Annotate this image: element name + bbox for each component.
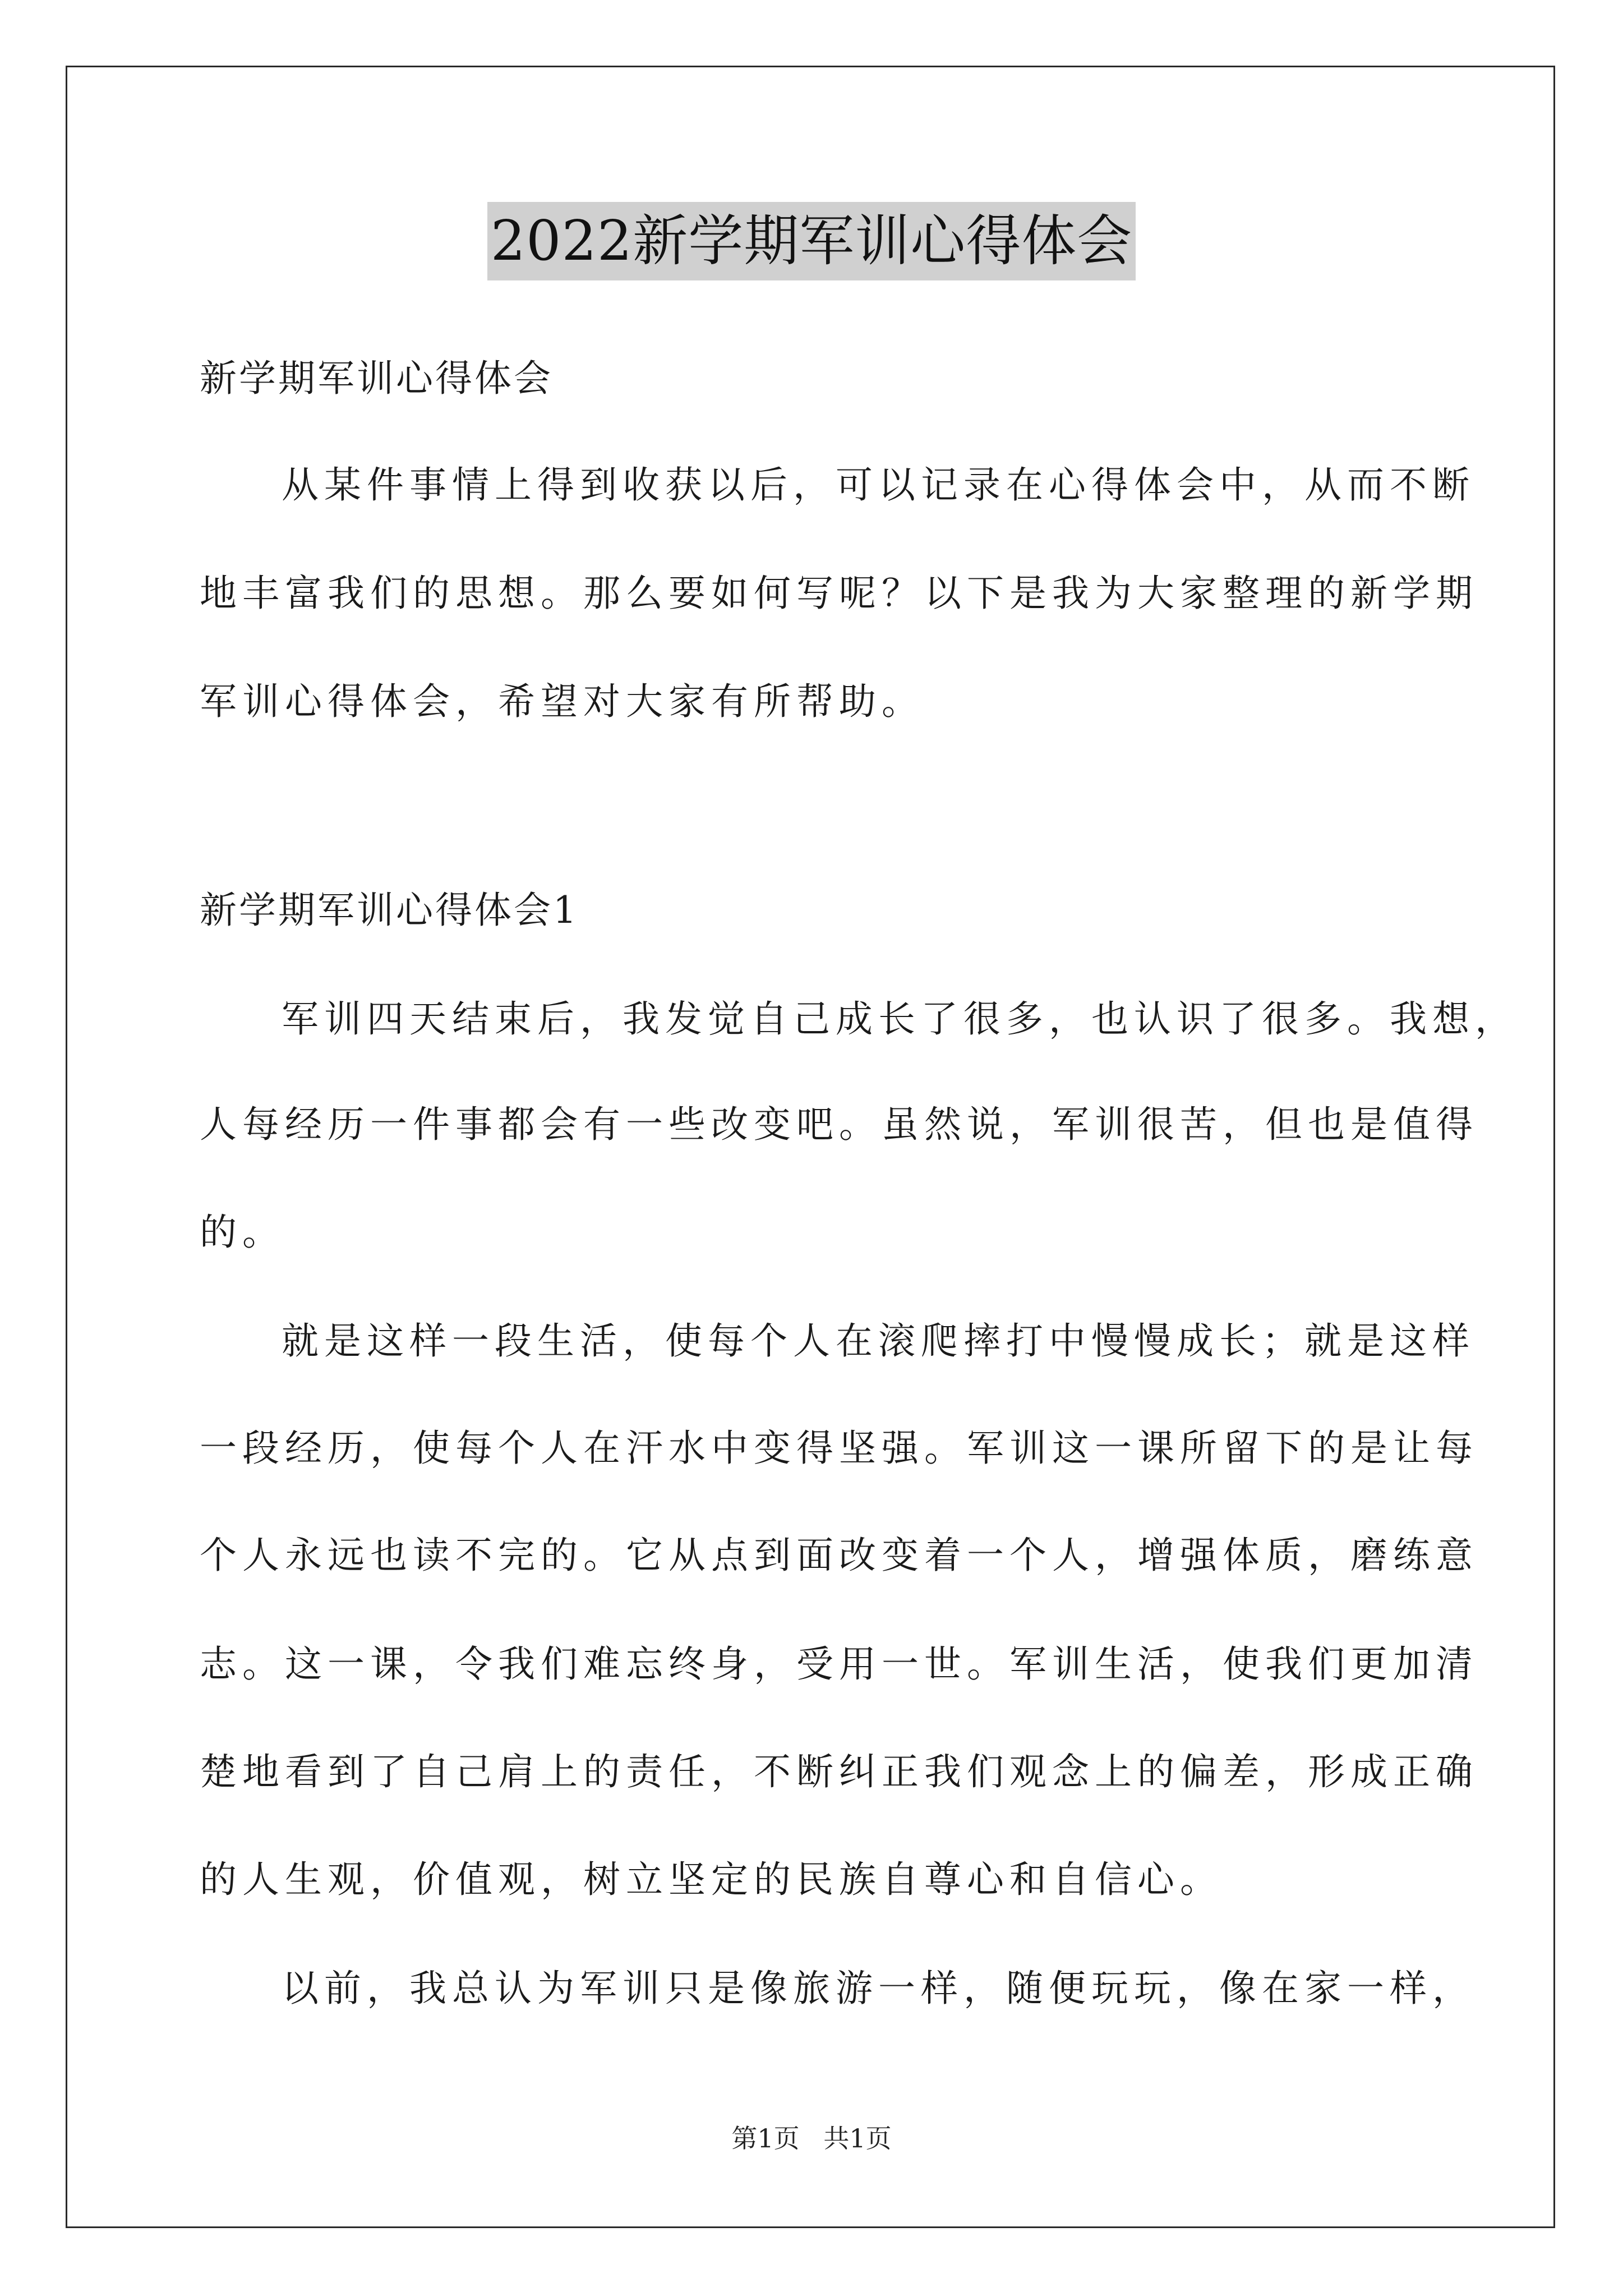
page-total: 共1页 [823,2123,892,2154]
document-title: 2022新学期军训心得体会 [487,202,1136,280]
paragraph-line: 地丰富我们的思想。那么要如何写呢？以下是我为大家整理的新学期 [200,572,1478,615]
paragraph-line: 就是这样一段生活，使每个人在滚爬摔打中慢慢成长；就是这样 [282,1319,1475,1363]
section-heading: 新学期军训心得体会 [200,357,553,400]
paragraph-line: 军训心得体会，希望对大家有所帮助。 [200,680,924,723]
paragraph-line: 的。 [200,1211,285,1254]
page-footer [0,2122,1623,2155]
page-number: 第1页 [731,2123,800,2154]
paragraph-line: 军训四天结束后，我发觉自己成长了很多，也认识了很多。我想， [282,997,1518,1041]
paragraph-line: 一段经历，使每个人在汗水中变得坚强。军训这一课所留下的是让每 [200,1427,1478,1470]
paragraph-line: 以前，我总认为军训只是像旅游一样，随便玩玩，像在家一样， [282,1967,1475,2010]
paragraph-line: 个人永远也读不完的。它从点到面改变着一个人，增强体质，磨练意 [200,1534,1478,1577]
paragraph-line: 从某件事情上得到收获以后，可以记录在心得体会中，从而不断 [282,463,1475,507]
paragraph-line: 的人生观，价值观，树立坚定的民族自尊心和自信心。 [200,1858,1223,1901]
paragraph-line: 志。这一课，令我们难忘终身，受用一世。军训生活，使我们更加清 [200,1642,1478,1686]
title-container [0,202,1623,280]
section-heading: 新学期军训心得体会1 [200,889,579,932]
paragraph-line: 楚地看到了自己肩上的责任，不断纠正我们观念上的偏差，形成正确 [200,1750,1478,1793]
paragraph-line: 人每经历一件事都会有一些改变吧。虽然说，军训很苦，但也是值得 [200,1103,1478,1146]
